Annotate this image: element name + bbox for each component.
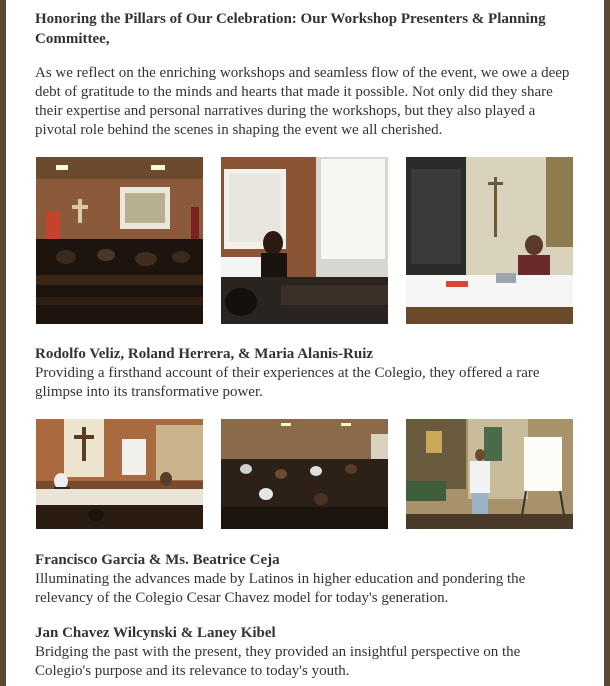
workshop-photo-presenter-seated (221, 157, 388, 324)
workshop-photo-flipchart-speaker (406, 419, 573, 529)
workshop-photo-chapel-group (36, 419, 203, 529)
presenter-description-3: Bridging the past with the present, they provided an insightful perspective on the Colegio's purpose and its relevance to today's youth. (35, 644, 521, 679)
workshop-photo-speaker-table (406, 157, 573, 324)
workshop-photo-room-wide (36, 157, 203, 324)
intro-paragraph: As we reflect on the enriching workshops and seamless flow of the event, we owe a deep debt of gratitude to the minds and hearts that made it possible. Not only did they share their expertise and personal narratives during the workshops, but they also played a pivotal role behind the scenes in shaping the event we all cherished. (35, 65, 570, 138)
presenter-names-2: Francisco Garcia & Ms. Beatrice Ceja (35, 552, 280, 568)
workshop-photo-audience-rows (221, 419, 388, 529)
section-heading: Honoring the Pillars of Our Celebration: Our Workshop Presenters & Planning Committee, (35, 11, 546, 47)
presenter-description-2: Illuminating the advances made by Latinos in higher education and pondering the relevancy of the Colegio Cesar Chavez model for today's generation. (35, 571, 526, 606)
presenter-names-1: Rodolfo Veliz, Roland Herrera, & Maria Alanis-Ruiz (35, 346, 374, 362)
newsletter-page (6, 0, 604, 686)
presenter-description-1: Providing a firsthand account of their experiences at the Colegio, they offered a rare glimpse into its transformative power. (35, 365, 540, 400)
presenter-names-3: Jan Chavez Wilcynski & Laney Kibel (35, 625, 276, 641)
